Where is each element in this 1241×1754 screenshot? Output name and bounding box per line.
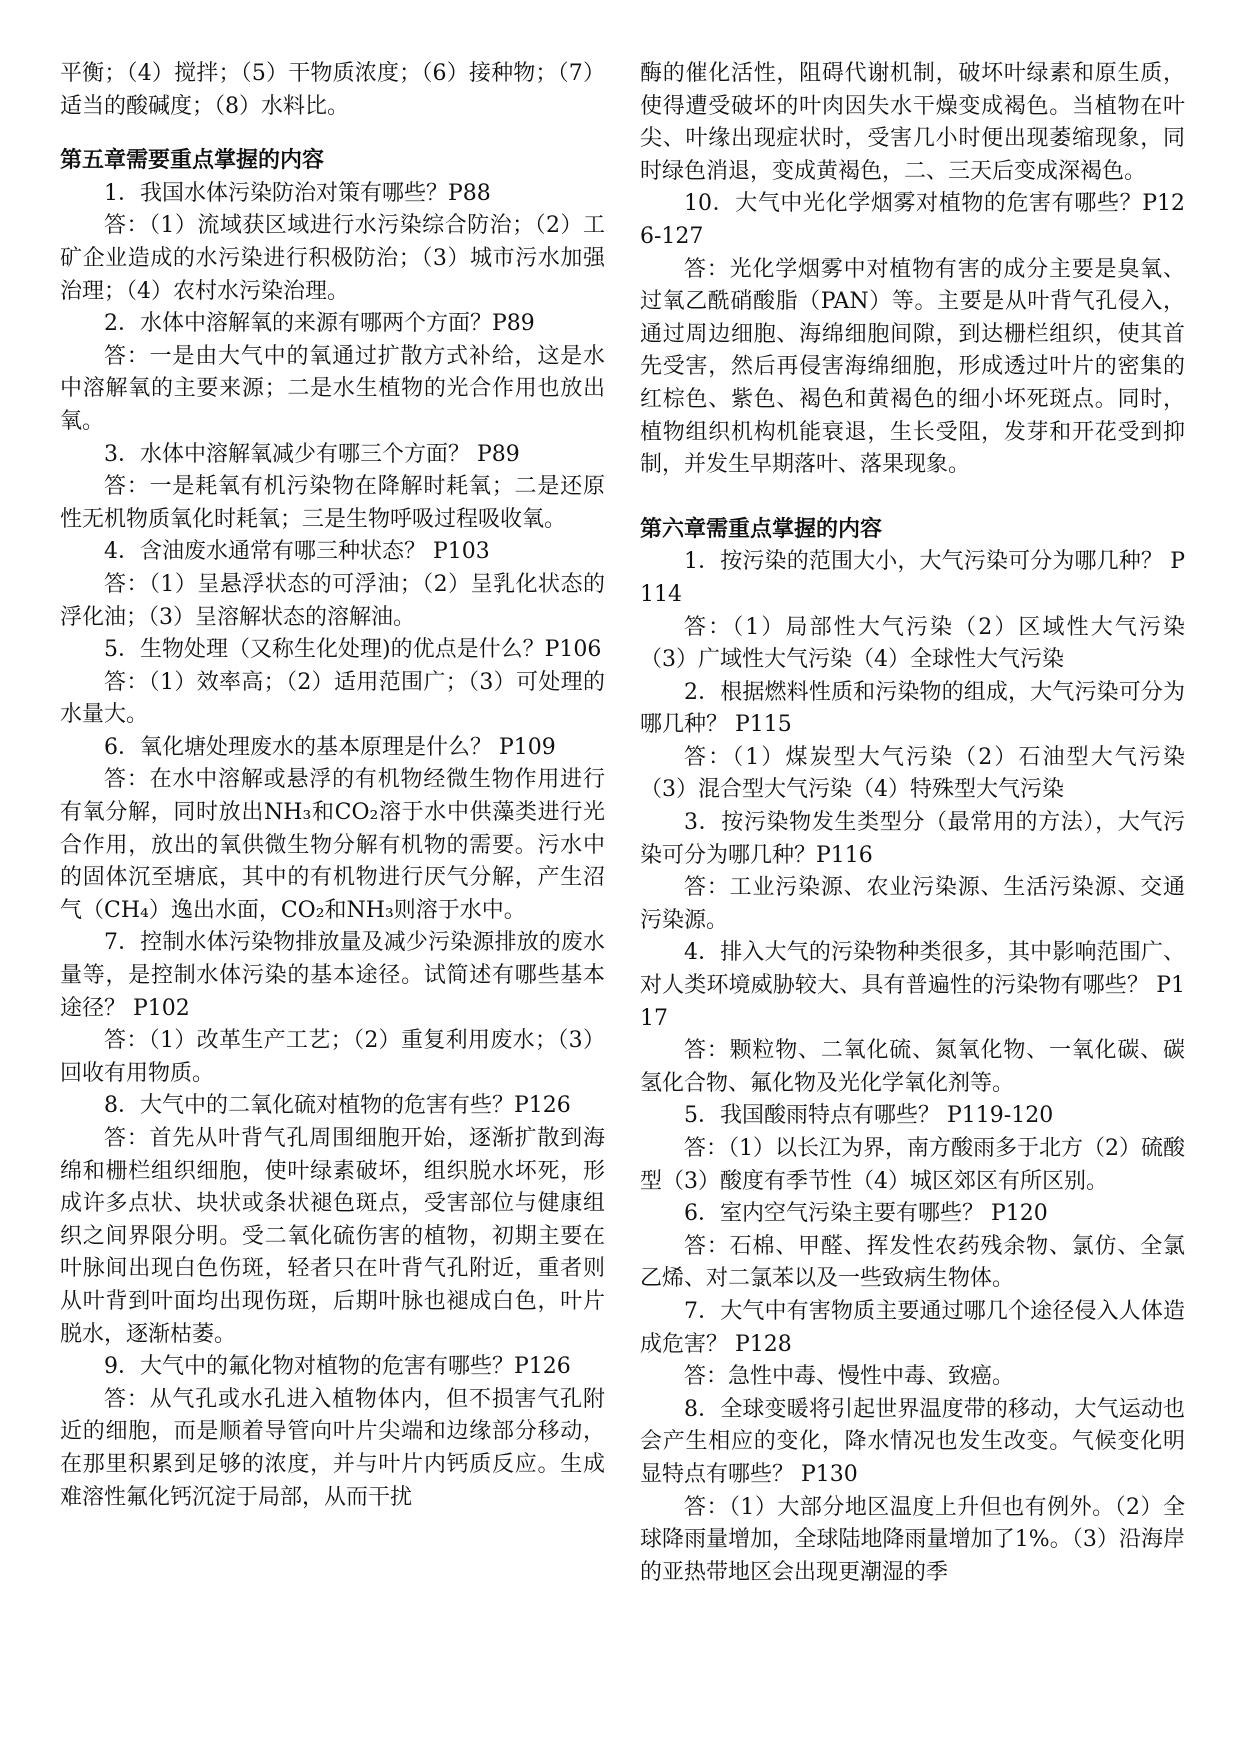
question-paragraph: 4．含油废水通常有哪三种状态？ P103 [104,539,490,565]
question-paragraph: 7．控制水体污染物排放量及减少污染源排放的废水量等，是控制水体污染的基本途径。试简述有哪些基本途径？ P102 [60,930,605,1021]
answer-paragraph: 答：（1）呈悬浮状态的可浮油；（2）呈乳化状态的浮化油；（3）呈溶解状态的溶解油。 [60,571,605,630]
question-paragraph: 7．大气中有害物质主要通过哪几个途径侵入人体造成危害？ P128 [640,1298,1185,1357]
answer-paragraph: 答：工业污染源、农业污染源、生活污染源、交通污染源。 [640,875,1185,933]
answer-paragraph: 答：（1）局部性大气污染（2）区域性大气污染（3）广域性大气污染（4）全球性大气污染 [640,614,1185,673]
question-paragraph: 9．大气中的氟化物对植物的危害有哪些？P126 [104,1354,571,1380]
question-paragraph: 6．氧化塘处理废水的基本原理是什么？ P109 [104,734,556,760]
answer-paragraph: 答：急性中毒、慢性中毒、致癌。 [684,1364,1015,1390]
question-paragraph: 4．排入大气的污染物种类很多，其中影响范围广、对人类环境威胁较大、具有普遍性的污染物有哪些？ P117 [640,940,1185,1031]
answer-paragraph: 答：（1）煤炭型大气污染（2）石油型大气污染（3）混合型大气污染（4）特殊型大气污染 [640,744,1185,803]
answer-paragraph: 答：光化学烟雾中对植物有害的成分主要是臭氧、过氧乙酰硝酸脂（PAN）等。主要是从叶背气孔侵入，通过周边细胞、海绵细胞间隙，到达栅栏组织，使其首先受害，然后再侵害海绵细胞，形成透过叶片的密集的红棕色、紫色、褐色和黄褐色的细小坏死斑点。同时，植物组织机构机能衰退，生长受阻，发芽和开花受到抑制，并发生早期落叶、落果现象。 [640,256,1185,478]
answer-paragraph: 答：（1）改革生产工艺；（2）重复利用废水；（3）回收有用物质。 [60,1028,605,1086]
question-paragraph: 8．全球变暖将引起世界温度带的移动，大气运动也会产生相应的变化，降水情况也发生改变。气候变化明显特点有哪些？ P130 [640,1396,1185,1487]
answer-paragraph: 答：颗粒物、二氧化硫、氮氧化物、一氧化碳、碳氢化合物、氟化物及光化学氧化剂等。 [640,1038,1185,1096]
answer-paragraph: 答：（1）流域获区域进行水污染综合防治；（2）工矿企业造成的水污染进行积极防治；（3）城市污水加强治理；（4）农村水污染治理。 [60,213,605,304]
answer-paragraph: 答：在水中溶解或悬浮的有机物经微生物作用进行有氧分解，同时放出NH₃和CO₂溶于水中供藻类进行光合作用，放出的氧供微生物分解有机物的需要。污水中的固体沉至塘底，其中的有机物进行厌气分解，产生沼气（CH₄）逸出水面，CO₂和NH₃则溶于水中。 [60,767,605,923]
answer-paragraph: 答：（1）以长江为界，南方酸雨多于北方（2）硫酸型（3）酸度有季节性（4）城区郊区有所区别。 [640,1136,1185,1194]
answer-paragraph: 答：首先从叶背气孔周围细胞开始，逐渐扩散到海绵和栅栏组织细胞，使叶绿素破坏，组织脱水坏死，形成许多点状、块状或条状褪色斑点，受害部位与健康组织之间界限分明。受二氧化硫伤害的植物，初期主要在叶脉间出现白色伤斑，轻者只在叶背气孔附近，重者则从叶背到叶面均出现伤斑，后期叶脉也褪成白色，叶片脱水，逐渐枯萎。 [60,1126,605,1347]
answer-paragraph: 答：（1）大部分地区温度上升但也有例外。（2）全球降雨量增加，全球陆地降雨量增加了1%。（3）沿海岸的亚热带地区会出现更潮湿的季 [640,1494,1185,1585]
answer-paragraph: 答：从气孔或水孔进入植物体内，但不损害气孔附近的细胞，而是顺着导管向叶片尖端和边缘部分移动，在那里积累到足够的浓度，并与叶片内钙质反应。生成难溶性氟化钙沉淀于局部，从而干扰 [60,1386,605,1510]
chapter-five-heading: 第五章需要重点掌握的内容 [60,148,325,174]
question-paragraph: 1．按污染的范围大小，大气污染可分为哪几种？ P114 [640,549,1185,607]
left-intro-paragraph: 平衡；（4）搅拌；（5）干物质浓度；（6）接种物；（7）适当的酸碱度；（8）水料比。 [60,61,605,119]
answer-paragraph: 答：（1）效率高；（2）适用范围广；（3）可处理的水量大。 [60,669,605,728]
question-paragraph: 2．水体中溶解氧的来源有哪两个方面？P89 [104,311,535,337]
right-column [640,58,1185,1589]
question-paragraph: 2．根据燃料性质和污染物的组成，大气污染可分为哪几种？ P115 [640,679,1185,738]
answer-paragraph: 答：一是由大气中的氧通过扩散方式补给，这是水中溶解氧的主要来源；二是水生植物的光合作用也放出氧。 [60,343,605,434]
answer-paragraph: 答：石棉、甲醛、挥发性农药残余物、氯仿、全氯乙烯、对二氯苯以及一些致病生物体。 [640,1233,1185,1292]
answer-paragraph: 答：一是耗氧有机污染物在降解时耗氧；二是还原性无机物质氧化时耗氧；三是生物呼吸过程吸收氧。 [60,474,605,532]
question-paragraph: 10．大气中光化学烟雾对植物的危害有哪些？P126-127 [640,191,1185,249]
question-paragraph: 3．水体中溶解氧减少有哪三个方面？ P89 [104,441,520,467]
question-paragraph: 3．按污染物发生类型分（最常用的方法），大气污染可分为哪几种？P116 [640,810,1185,868]
question-paragraph: 1．我国水体污染防治对策有哪些？P88 [104,180,491,206]
right-intro-paragraph: 酶的催化活性，阻碍代谢机制，破坏叶绿素和原生质，使得遭受破坏的叶肉因失水干燥变成褐色。当植物在叶尖、叶缘出现症状时，受害几小时便出现萎缩现象，同时绿色消退，变成黄褐色，二、三天后变成深褐色。 [640,61,1185,184]
question-paragraph: 5．生物处理（又称生化处理)的优点是什么？P106 [104,637,602,663]
chapter-six-heading: 第六章需重点掌握的内容 [640,516,883,542]
question-paragraph: 5．我国酸雨特点有哪些？ P119-120 [684,1103,1054,1129]
question-paragraph: 8．大气中的二氧化硫对植物的危害有些？P126 [104,1093,571,1119]
left-column [60,58,605,1514]
question-paragraph: 6．室内空气污染主要有哪些？ P120 [684,1201,1048,1227]
